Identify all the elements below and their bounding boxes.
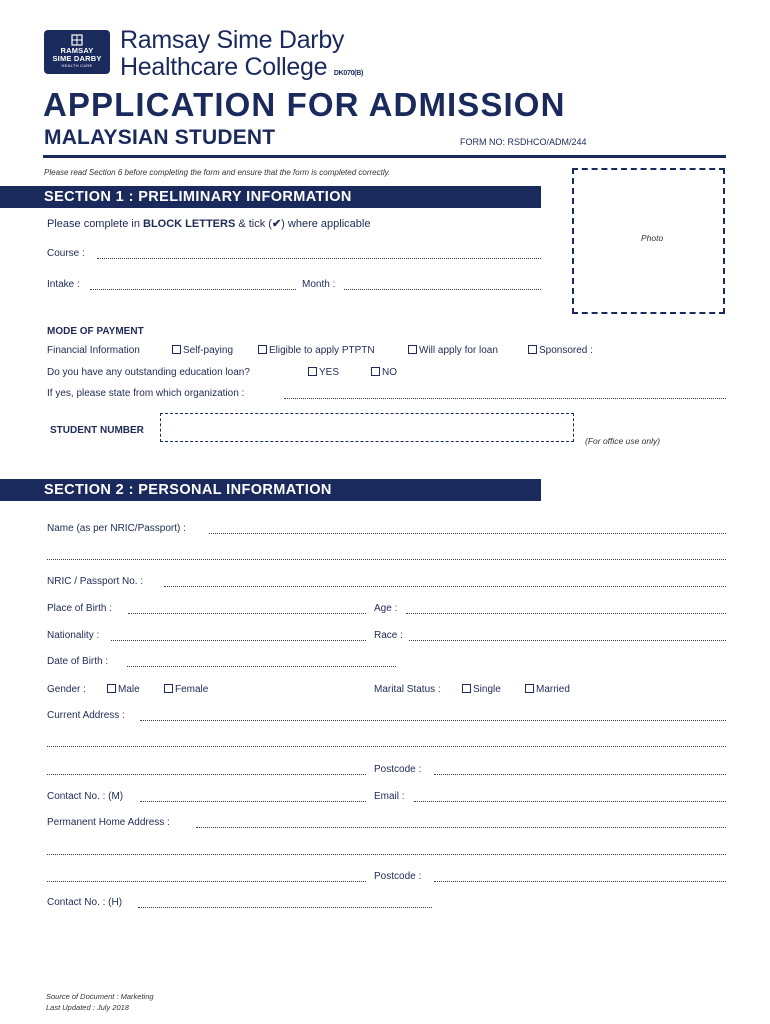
form-number: FORM NO: RSDHCO/ADM/244 bbox=[460, 137, 587, 147]
tick-icon: ✔ bbox=[271, 218, 282, 230]
current-address-field[interactable] bbox=[140, 720, 726, 721]
nric-field[interactable] bbox=[164, 586, 726, 587]
checkbox[interactable] bbox=[308, 367, 317, 376]
college-name-line2 bbox=[120, 54, 363, 87]
college-logo bbox=[44, 30, 110, 74]
checkbox[interactable] bbox=[172, 345, 181, 354]
month-label: Month : bbox=[302, 279, 336, 290]
logo-text-ramsay: RAMSAY bbox=[60, 46, 94, 55]
checkbox[interactable] bbox=[258, 345, 267, 354]
permanent-address-field[interactable] bbox=[196, 827, 726, 828]
college-name-line1: Ramsay Sime Darby bbox=[120, 26, 345, 54]
married-label: Married bbox=[536, 684, 570, 695]
option-female[interactable] bbox=[164, 684, 208, 695]
single-label: Single bbox=[473, 684, 501, 695]
nric-label: NRIC / Passport No. : bbox=[47, 576, 144, 587]
office-use-note: (For office use only) bbox=[585, 436, 661, 446]
yes-label: YES bbox=[319, 367, 340, 378]
option-label: Self-paying bbox=[183, 345, 234, 356]
permanent-address-label: Permanent Home Address : bbox=[47, 817, 170, 828]
race-label: Race : bbox=[374, 630, 403, 641]
option-yes[interactable] bbox=[308, 367, 339, 378]
nationality-field[interactable] bbox=[111, 640, 366, 641]
footer-source: Source of Document : Marketing bbox=[46, 992, 154, 1001]
checkbox[interactable] bbox=[462, 684, 471, 693]
organization-field[interactable] bbox=[284, 398, 726, 399]
option-married[interactable] bbox=[525, 684, 570, 695]
student-number-label: STUDENT NUMBER bbox=[50, 425, 144, 436]
organization-label: If yes, please state from which organization : bbox=[47, 388, 245, 399]
postcode2-label: Postcode : bbox=[374, 871, 422, 882]
no-label: NO bbox=[382, 367, 397, 378]
contact-home-label: Contact No. : (H) bbox=[47, 897, 123, 908]
section1-header: SECTION 1 : PRELIMINARY INFORMATION bbox=[0, 186, 541, 208]
email-label: Email : bbox=[374, 791, 405, 802]
photo-label: Photo bbox=[641, 233, 664, 243]
checkbox[interactable] bbox=[528, 345, 537, 354]
intro-pre: Please complete in bbox=[47, 218, 143, 230]
option-male[interactable] bbox=[107, 684, 140, 695]
logo-text-health-care: HEALTH CARE bbox=[61, 63, 93, 68]
postcode2-field[interactable] bbox=[434, 881, 726, 882]
age-field[interactable] bbox=[406, 613, 726, 614]
place-of-birth-field[interactable] bbox=[128, 613, 366, 614]
contact-home-field[interactable] bbox=[138, 907, 432, 908]
checkbox[interactable] bbox=[164, 684, 173, 693]
male-label: Male bbox=[118, 684, 140, 695]
email-field[interactable] bbox=[414, 801, 726, 802]
instruction-text: Please read Section 6 before completing the form and ensure that the form is completed correctly. bbox=[44, 168, 391, 177]
option-no[interactable] bbox=[371, 367, 397, 378]
place-of-birth-label: Place of Birth : bbox=[47, 603, 113, 614]
contact-mobile-label: Contact No. : (M) bbox=[47, 791, 124, 802]
intro-post: ) where applicable bbox=[281, 218, 371, 230]
option-sponsored[interactable] bbox=[528, 345, 593, 356]
current-address-line3[interactable] bbox=[47, 774, 366, 775]
option-label: Eligible to apply PTPTN bbox=[269, 345, 375, 356]
date-of-birth-field[interactable] bbox=[127, 666, 396, 667]
age-label: Age : bbox=[374, 603, 398, 614]
intake-field[interactable] bbox=[90, 289, 296, 290]
intake-label: Intake : bbox=[47, 279, 80, 290]
current-address-line2[interactable] bbox=[47, 746, 726, 747]
checkbox[interactable] bbox=[408, 345, 417, 354]
nationality-label: Nationality : bbox=[47, 630, 100, 641]
contact-mobile-field[interactable] bbox=[140, 801, 366, 802]
document-code: DK070(B) bbox=[333, 70, 363, 77]
option-self-paying[interactable] bbox=[172, 345, 233, 356]
intro-mid: & tick ( bbox=[235, 218, 272, 230]
logo-text-sime-darby: SIME DARBY bbox=[52, 54, 102, 63]
name-field[interactable] bbox=[209, 533, 726, 534]
checkbox[interactable] bbox=[371, 367, 380, 376]
financial-info-label: Financial Information bbox=[47, 345, 140, 356]
college-name-line2-text: Healthcare College bbox=[120, 53, 328, 81]
page-subtitle: MALAYSIAN STUDENT bbox=[44, 126, 276, 149]
current-address-label: Current Address : bbox=[47, 710, 125, 721]
marital-status-label: Marital Status : bbox=[374, 684, 441, 695]
loan-question: Do you have any outstanding education loan? bbox=[47, 367, 250, 378]
section1-intro bbox=[47, 217, 370, 230]
mode-of-payment-heading: MODE OF PAYMENT bbox=[47, 326, 144, 337]
checkbox[interactable] bbox=[525, 684, 534, 693]
name-field-line2[interactable] bbox=[47, 559, 726, 560]
postcode-label: Postcode : bbox=[374, 764, 422, 775]
permanent-address-line3[interactable] bbox=[47, 881, 366, 882]
intro-block-letters: BLOCK LETTERS bbox=[143, 218, 236, 230]
gender-label: Gender : bbox=[47, 684, 86, 695]
postcode-field[interactable] bbox=[434, 774, 726, 775]
female-label: Female bbox=[175, 684, 209, 695]
option-label: Will apply for loan bbox=[419, 345, 498, 356]
footer-updated: Last Updated : July 2018 bbox=[46, 1003, 129, 1012]
name-label: Name (as per NRIC/Passport) : bbox=[47, 523, 186, 534]
race-field[interactable] bbox=[409, 640, 726, 641]
option-loan[interactable] bbox=[408, 345, 498, 356]
course-label: Course : bbox=[47, 248, 85, 259]
month-field[interactable] bbox=[344, 289, 541, 290]
title-divider bbox=[43, 155, 726, 158]
student-number-field[interactable] bbox=[160, 413, 574, 442]
section2-header: SECTION 2 : PERSONAL INFORMATION bbox=[0, 479, 541, 501]
page-title: APPLICATION FOR ADMISSION bbox=[43, 86, 566, 123]
option-ptptn[interactable] bbox=[258, 345, 375, 356]
option-single[interactable] bbox=[462, 684, 501, 695]
permanent-address-line2[interactable] bbox=[47, 854, 726, 855]
date-of-birth-label: Date of Birth : bbox=[47, 656, 109, 667]
checkbox[interactable] bbox=[107, 684, 116, 693]
option-label: Sponsored : bbox=[539, 345, 593, 356]
course-field[interactable] bbox=[97, 258, 541, 259]
crest-icon bbox=[71, 34, 83, 46]
